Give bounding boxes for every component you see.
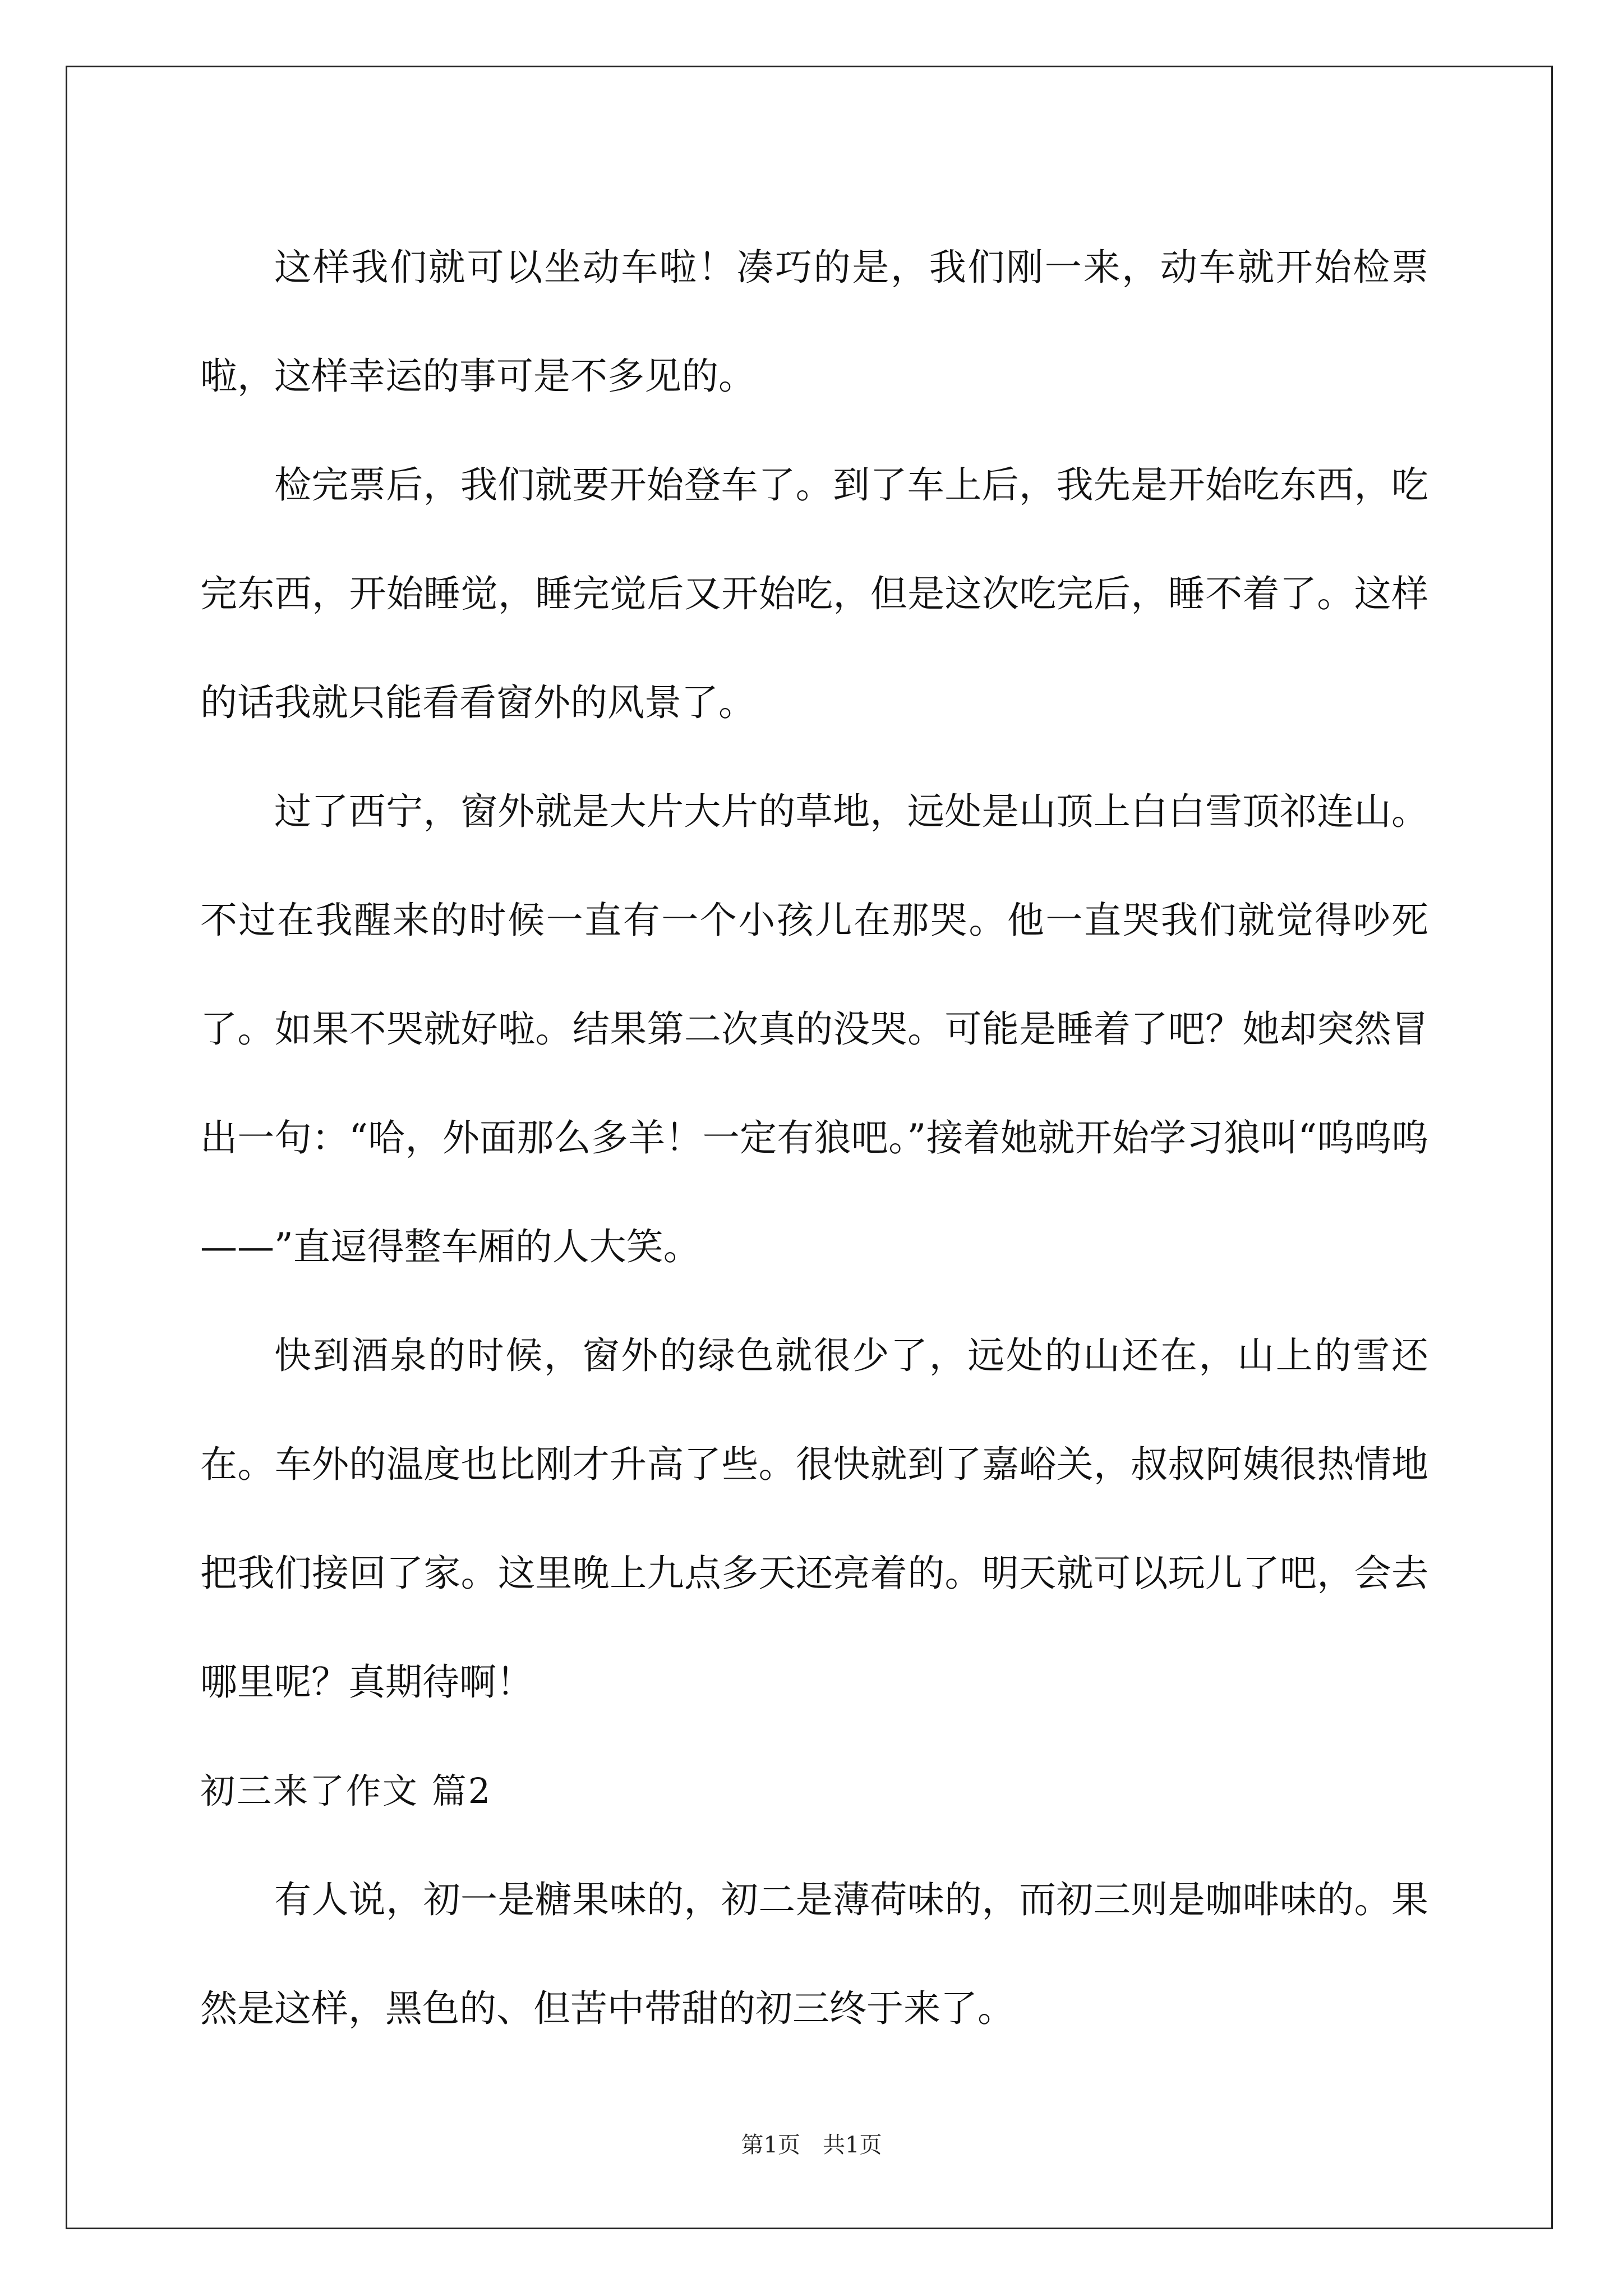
paragraph: 快到酒泉的时候，窗外的绿色就很少了，远处的山还在，山上的雪还在。车外的温度也比刚才升高了些。很快就到了嘉峪关，叔叔阿姨很热情地把我们接回了家。这里晚上九点多天还亮着的。明天就可以玩儿了吧，会去哪里呢？真期待啊！	[200, 1334, 1428, 1704]
paragraph: 有人说，初一是糖果味的，初二是薄荷味的，而初三则是咖啡味的。果然是这样，黑色的、但苦中带甜的初三终于来了。	[200, 1878, 1428, 2030]
document-body	[200, 213, 1428, 2063]
section-heading: 初三来了作文 篇2	[200, 1770, 492, 1811]
paragraph: 这样我们就可以坐动车啦！凑巧的是，我们刚一来，动车就开始检票啦，这样幸运的事可是不多见的。	[200, 246, 1428, 398]
page-footer: 第1页 共1页	[741, 2132, 882, 2158]
paragraph: 检完票后，我们就要开始登车了。到了车上后，我先是开始吃东西，吃完东西，开始睡觉，睡完觉后又开始吃，但是这次吃完后，睡不着了。这样的话我就只能看看窗外的风景了。	[200, 463, 1428, 724]
paragraph: 过了西宁，窗外就是大片大片的草地，远处是山顶上白白雪顶祁连山。不过在我醒来的时候一直有一个小孩儿在那哭。他一直哭我们就觉得吵死了。如果不哭就好啦。结果第二次真的没哭。可能是睡着了吧？她却突然冒出一句：“哈，外面那么多羊！一定有狼吧。”接着她就开始学习狼叫“呜呜呜——”直逗得整车厢的人大笑。	[200, 790, 1428, 1268]
